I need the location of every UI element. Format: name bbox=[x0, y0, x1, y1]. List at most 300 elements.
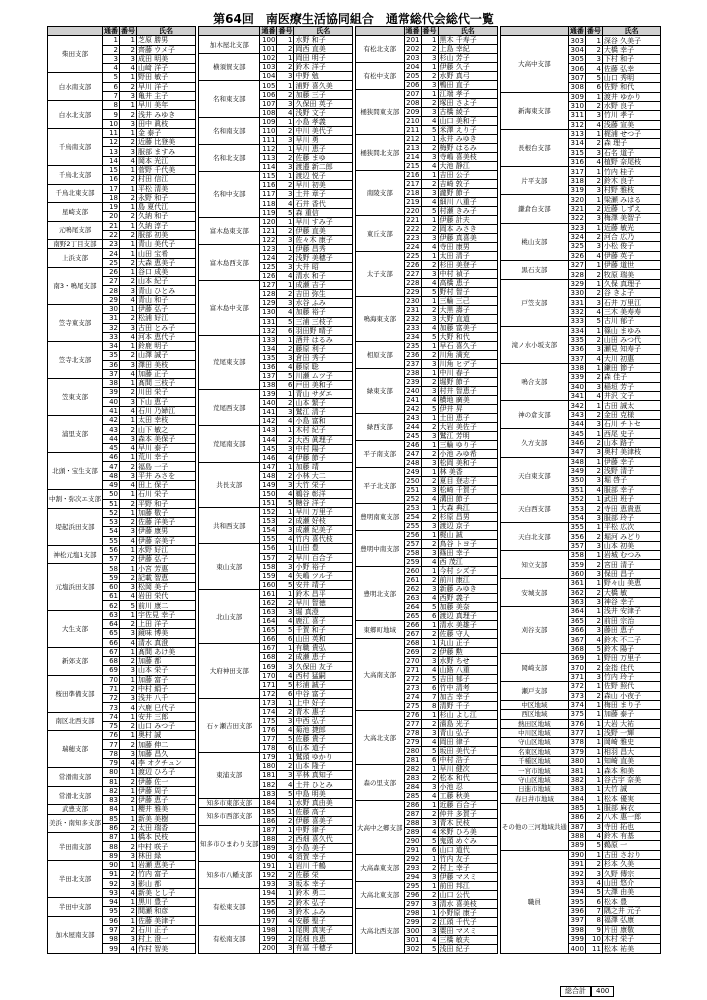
number-cell: 2 bbox=[277, 871, 294, 880]
table-row bbox=[500, 654, 660, 663]
serial-cell: 315 bbox=[568, 148, 585, 157]
number-cell: 1 bbox=[585, 803, 602, 812]
number-cell: 4 bbox=[585, 158, 602, 167]
table-row bbox=[356, 504, 498, 513]
table-row bbox=[356, 765, 498, 774]
serial-cell: 267 bbox=[404, 630, 421, 639]
number-cell: 4 bbox=[120, 443, 137, 452]
branch-cell: 元鳴尾支部 bbox=[48, 221, 103, 240]
number-cell: 3 bbox=[421, 387, 438, 396]
branch-cell: 共和西支部 bbox=[198, 508, 260, 544]
branch-cell: 東山支部 bbox=[198, 544, 260, 589]
name-cell: 武田 班子 bbox=[602, 494, 660, 503]
number-cell: 2 bbox=[277, 834, 294, 843]
name-cell: 久保 真理子 bbox=[602, 279, 660, 288]
number-cell: 3 bbox=[120, 471, 137, 480]
number-cell: 4 bbox=[120, 369, 137, 378]
serial-cell: 178 bbox=[260, 744, 277, 753]
table-row bbox=[48, 165, 196, 174]
number-cell: 1 bbox=[585, 700, 602, 709]
name-cell: 高橋 恵子 bbox=[438, 279, 497, 288]
number-cell: 2 bbox=[585, 813, 602, 822]
branch-cell: 南陵支部 bbox=[356, 171, 405, 216]
name-cell: 田上 保子 bbox=[137, 481, 196, 490]
serial-cell: 264 bbox=[404, 603, 421, 612]
table-row bbox=[198, 81, 352, 90]
number-cell: 1 bbox=[585, 401, 602, 410]
name-cell: 谷口 成美 bbox=[137, 267, 196, 276]
number-cell: 1 bbox=[277, 81, 294, 90]
branch-cell: 武豊支部 bbox=[48, 805, 103, 814]
serial-cell: 115 bbox=[260, 172, 277, 181]
branch-cell: 大生支部 bbox=[48, 610, 103, 647]
serial-cell: 379 bbox=[568, 747, 585, 756]
branch-cell: 上浜支部 bbox=[48, 249, 103, 268]
number-cell: 2 bbox=[277, 435, 294, 444]
name-cell: 坂田 美代子 bbox=[438, 747, 497, 756]
serial-cell: 334 bbox=[568, 326, 585, 335]
name-cell: 中島 明美 bbox=[294, 789, 353, 798]
serial-cell: 76 bbox=[103, 731, 120, 740]
serial-cell: 186 bbox=[260, 816, 277, 825]
number-cell: 2 bbox=[277, 253, 294, 262]
name-cell: 瀬見 知寿子 bbox=[602, 345, 660, 354]
number-cell: 2 bbox=[120, 175, 137, 184]
name-cell: 太田 瑞香 bbox=[137, 823, 196, 832]
number-cell: 3 bbox=[277, 99, 294, 108]
table-row bbox=[500, 457, 660, 466]
table-row bbox=[356, 882, 498, 891]
name-cell: 石川 栄子 bbox=[137, 490, 196, 499]
name-cell: 近藤 敏光 bbox=[602, 223, 660, 232]
serial-cell: 81 bbox=[103, 777, 120, 786]
serial-cell: 327 bbox=[568, 260, 585, 269]
name-cell: 大澤 由美 bbox=[602, 888, 660, 897]
number-cell: 1 bbox=[585, 607, 602, 616]
table-row bbox=[48, 712, 196, 721]
serial-cell: 219 bbox=[404, 198, 421, 207]
table-row bbox=[198, 217, 352, 226]
name-cell: 安藤 聖子 bbox=[294, 916, 353, 925]
number-cell: 8 bbox=[421, 702, 438, 711]
number-cell: 1 bbox=[421, 342, 438, 351]
serial-cell: 336 bbox=[568, 345, 585, 354]
name-cell: 伊藤 直美 bbox=[294, 226, 353, 235]
serial-cell: 398 bbox=[568, 925, 585, 934]
serial-cell: 217 bbox=[404, 180, 421, 189]
serial-cell: 168 bbox=[260, 653, 277, 662]
serial-cell: 286 bbox=[404, 801, 421, 810]
serial-cell: 125 bbox=[260, 263, 277, 272]
name-cell: 加藤 靖 bbox=[294, 462, 353, 471]
serial-cell: 239 bbox=[404, 378, 421, 387]
serial-cell: 1 bbox=[103, 36, 120, 45]
number-cell: 4 bbox=[421, 162, 438, 171]
branch-cell: 職員 bbox=[500, 850, 568, 953]
name-cell: 山本 繁子 bbox=[294, 399, 353, 408]
serial-cell: 90 bbox=[103, 860, 120, 869]
serial-cell: 270 bbox=[404, 657, 421, 666]
number-cell: 5 bbox=[421, 675, 438, 684]
serial-cell: 289 bbox=[404, 828, 421, 837]
branch-cell: 瑞穂支部 bbox=[48, 731, 103, 768]
table-row bbox=[48, 203, 196, 212]
serial-cell: 387 bbox=[568, 822, 585, 831]
name-cell: 古田 とみ子 bbox=[137, 323, 196, 332]
header-serial: 通番 bbox=[405, 27, 420, 35]
serial-cell: 64 bbox=[103, 620, 120, 629]
name-cell: 平松 広次 bbox=[602, 523, 660, 532]
table-row bbox=[48, 610, 196, 619]
number-cell: 3 bbox=[421, 189, 438, 198]
serial-cell: 43 bbox=[103, 425, 120, 434]
name-cell: 鷲江 清子 bbox=[294, 408, 353, 417]
table-row bbox=[48, 416, 196, 425]
number-cell: 2 bbox=[120, 620, 137, 629]
number-cell: 2 bbox=[277, 553, 294, 562]
serial-cell: 143 bbox=[260, 426, 277, 435]
number-cell: 2 bbox=[421, 477, 438, 486]
name-cell: 六鹿 巳代子 bbox=[137, 703, 196, 712]
branch-cell: 戸笠支部 bbox=[500, 279, 568, 326]
number-cell: 2 bbox=[277, 63, 294, 72]
branch-cell: 富木島中支部 bbox=[198, 281, 260, 335]
number-cell: 3 bbox=[120, 582, 137, 591]
table-row bbox=[356, 342, 498, 351]
name-cell: 荒川 幸子 bbox=[137, 453, 196, 462]
header-row bbox=[48, 27, 196, 36]
name-cell: 金田 克様 bbox=[602, 410, 660, 419]
serial-cell: 281 bbox=[404, 756, 421, 765]
serial-cell: 202 bbox=[404, 45, 421, 54]
serial-cell: 330 bbox=[568, 289, 585, 298]
serial-cell: 396 bbox=[568, 906, 585, 915]
name-cell: 竹中 清考 bbox=[438, 684, 497, 693]
table-row bbox=[356, 441, 498, 450]
serial-cell: 46 bbox=[103, 453, 120, 462]
serial-cell: 337 bbox=[568, 354, 585, 363]
number-cell: 2 bbox=[421, 648, 438, 657]
number-cell: 3 bbox=[421, 729, 438, 738]
number-cell: 4 bbox=[421, 495, 438, 504]
number-cell: 1 bbox=[585, 728, 602, 737]
number-cell: 7 bbox=[585, 906, 602, 915]
number-cell: 2 bbox=[120, 518, 137, 527]
serial-cell: 41 bbox=[103, 406, 120, 415]
number-cell: 4 bbox=[421, 666, 438, 675]
serial-cell: 37 bbox=[103, 369, 120, 378]
name-cell: 有職 貴弘 bbox=[294, 644, 353, 653]
number-cell: 1 bbox=[277, 281, 294, 290]
branch-cell: 平子北支部 bbox=[356, 468, 405, 504]
serial-cell: 242 bbox=[404, 405, 421, 414]
name-cell: 鈴木 昌平 bbox=[294, 589, 353, 598]
serial-cell: 252 bbox=[404, 495, 421, 504]
number-cell: 1 bbox=[277, 335, 294, 344]
branch-cell: 長根台支部 bbox=[500, 129, 568, 166]
name-cell: 大野 和代 bbox=[438, 333, 497, 342]
branch-cell: 天白北支部 bbox=[500, 523, 568, 551]
serial-cell: 310 bbox=[568, 101, 585, 110]
serial-cell: 266 bbox=[404, 621, 421, 630]
name-cell: 河合 広乃 bbox=[602, 232, 660, 241]
number-cell: 3 bbox=[585, 448, 602, 457]
number-cell: 3 bbox=[277, 526, 294, 535]
header-name: 氏名 bbox=[602, 27, 660, 36]
serial-cell: 381 bbox=[568, 766, 585, 775]
serial-cell: 277 bbox=[404, 720, 421, 729]
number-cell: 3 bbox=[277, 72, 294, 81]
serial-cell: 241 bbox=[404, 396, 421, 405]
serial-cell: 249 bbox=[404, 468, 421, 477]
name-cell: 牧原 瑞美 bbox=[602, 270, 660, 279]
number-cell: 5 bbox=[277, 208, 294, 217]
serial-cell: 329 bbox=[568, 279, 585, 288]
serial-cell: 188 bbox=[260, 834, 277, 843]
serial-cell: 134 bbox=[260, 344, 277, 353]
table-row bbox=[198, 644, 352, 653]
number-cell: 1 bbox=[421, 711, 438, 720]
number-cell: 1 bbox=[277, 390, 294, 399]
branch-cell: 滝ノ水小坂支部 bbox=[500, 326, 568, 363]
serial-cell: 394 bbox=[568, 888, 585, 897]
name-cell: 小島 孝義 bbox=[294, 117, 353, 126]
name-cell: 山口 みつ子 bbox=[137, 721, 196, 730]
serial-cell: 263 bbox=[404, 594, 421, 603]
serial-cell: 376 bbox=[568, 719, 585, 728]
number-cell: 3 bbox=[120, 54, 137, 63]
name-cell: 堀 真澄 bbox=[294, 608, 353, 617]
name-cell: 新美 美樹 bbox=[137, 814, 196, 823]
name-cell: 下山 恵子 bbox=[137, 397, 196, 406]
serial-cell: 331 bbox=[568, 298, 585, 307]
number-cell: 4 bbox=[421, 738, 438, 747]
name-cell: 鏡味 博美 bbox=[137, 629, 196, 638]
serial-cell: 174 bbox=[260, 707, 277, 716]
table-row bbox=[198, 807, 352, 816]
serial-cell: 293 bbox=[404, 864, 421, 873]
serial-cell: 389 bbox=[568, 841, 585, 850]
number-cell: 1 bbox=[277, 925, 294, 934]
number-cell: 1 bbox=[585, 654, 602, 663]
branch-cell: 笠寺北支部 bbox=[48, 342, 103, 379]
number-cell: 2 bbox=[585, 270, 602, 279]
serial-cell: 24 bbox=[103, 249, 120, 258]
number-cell: 4 bbox=[277, 199, 294, 208]
table-row bbox=[198, 172, 352, 181]
serial-cell: 328 bbox=[568, 270, 585, 279]
name-cell: 梅澤 美智子 bbox=[602, 214, 660, 223]
name-cell: 岡崎 雅史 bbox=[602, 738, 660, 747]
name-cell: 加藤 正子 bbox=[137, 369, 196, 378]
number-cell: 3 bbox=[120, 749, 137, 758]
serial-cell: 144 bbox=[260, 435, 277, 444]
name-cell: 井沢 文子 bbox=[602, 392, 660, 401]
branch-cell: 南区北西支部 bbox=[48, 712, 103, 731]
number-cell: 3 bbox=[421, 81, 438, 90]
name-cell: 羽田野 晴子 bbox=[294, 326, 353, 335]
number-cell: 1 bbox=[277, 698, 294, 707]
number-cell: 1 bbox=[120, 184, 137, 193]
name-cell: 工藤 秋美 bbox=[438, 792, 497, 801]
number-cell: 2 bbox=[120, 555, 137, 564]
name-cell: 服部 麻衣 bbox=[602, 803, 660, 812]
number-cell: 1 bbox=[585, 429, 602, 438]
serial-cell: 326 bbox=[568, 251, 585, 260]
table-row bbox=[198, 426, 352, 435]
name-cell: 溝田 節子 bbox=[438, 495, 497, 504]
name-cell: 鈴木 洋子 bbox=[294, 63, 353, 72]
table-row bbox=[500, 260, 660, 269]
number-cell: 2 bbox=[585, 859, 602, 868]
number-cell: 3 bbox=[585, 382, 602, 391]
branch-cell: 天白西支部 bbox=[500, 494, 568, 522]
name-cell: 山田 みつ代 bbox=[602, 335, 660, 344]
serial-cell: 74 bbox=[103, 712, 120, 721]
name-cell: 西 茂江 bbox=[438, 558, 497, 567]
branch-cell: 新海東支部 bbox=[500, 92, 568, 129]
serial-cell: 291 bbox=[404, 846, 421, 855]
serial-cell: 68 bbox=[103, 657, 120, 666]
branch-cell: 北頭・宝生支部 bbox=[48, 453, 103, 490]
number-cell: 3 bbox=[421, 108, 438, 117]
name-cell: 櫻井 雅美 bbox=[137, 805, 196, 814]
branch-cell: 名和南支部 bbox=[198, 117, 260, 144]
serial-cell: 153 bbox=[260, 517, 277, 526]
name-cell: 杉本 久美 bbox=[602, 859, 660, 868]
number-cell: 4 bbox=[277, 671, 294, 680]
name-cell: 有冨 千穂子 bbox=[294, 943, 353, 953]
serial-cell: 123 bbox=[260, 244, 277, 253]
number-cell: 1 bbox=[585, 766, 602, 775]
name-cell: 寺嶋 喜美枝 bbox=[438, 153, 497, 162]
name-cell: 中谷 富子 bbox=[294, 689, 353, 698]
serial-cell: 160 bbox=[260, 580, 277, 589]
name-cell: 竹川 孝子 bbox=[602, 111, 660, 120]
number-cell: 7 bbox=[421, 693, 438, 702]
name-cell: 神谷 幸子 bbox=[602, 597, 660, 606]
serial-cell: 190 bbox=[260, 853, 277, 862]
serial-cell: 164 bbox=[260, 617, 277, 626]
serial-cell: 45 bbox=[103, 443, 120, 452]
number-cell: 6 bbox=[277, 744, 294, 753]
table-row bbox=[356, 297, 498, 306]
number-cell: 1 bbox=[120, 833, 137, 842]
serial-cell: 96 bbox=[103, 916, 120, 925]
serial-cell: 39 bbox=[103, 388, 120, 397]
name-cell: 林田 緑 bbox=[137, 851, 196, 860]
number-cell: 1 bbox=[585, 195, 602, 204]
number-cell: 2 bbox=[120, 796, 137, 805]
name-cell: 藤原 聡 bbox=[294, 362, 353, 371]
serial-cell: 14 bbox=[103, 156, 120, 165]
serial-cell: 55 bbox=[103, 536, 120, 545]
number-cell: 6 bbox=[421, 684, 438, 693]
serial-cell: 257 bbox=[404, 540, 421, 549]
name-cell: 澤田 美枝 bbox=[137, 360, 196, 369]
number-cell: 1 bbox=[421, 882, 438, 891]
branch-cell: 中川区地域 bbox=[500, 728, 568, 737]
number-cell: 1 bbox=[120, 267, 137, 276]
number-cell: 4 bbox=[277, 362, 294, 371]
serial-cell: 255 bbox=[404, 522, 421, 531]
name-cell: 影山 都 bbox=[137, 879, 196, 888]
number-cell: 3 bbox=[277, 190, 294, 199]
name-cell: 早川 健次 bbox=[438, 765, 497, 774]
number-cell: 4 bbox=[120, 758, 137, 767]
table-row bbox=[356, 711, 498, 720]
serial-cell: 360 bbox=[568, 569, 585, 578]
table-row bbox=[500, 700, 660, 709]
table-row bbox=[198, 462, 352, 471]
name-cell: 濱島 光子 bbox=[438, 720, 497, 729]
number-cell: 6 bbox=[421, 756, 438, 765]
table-row bbox=[198, 54, 352, 63]
branch-cell: 桶狭間東支部 bbox=[356, 90, 405, 135]
number-cell: 1 bbox=[120, 101, 137, 110]
serial-cell: 250 bbox=[404, 477, 421, 486]
name-cell: 村井 智恵子 bbox=[438, 387, 497, 396]
number-cell: 1 bbox=[120, 610, 137, 619]
name-cell: 李 オクチュン bbox=[137, 758, 196, 767]
number-cell: 1 bbox=[585, 775, 602, 784]
number-cell: 1 bbox=[421, 909, 438, 918]
serial-cell: 232 bbox=[404, 315, 421, 324]
name-cell: 堀野 節子 bbox=[438, 378, 497, 387]
serial-cell: 142 bbox=[260, 417, 277, 426]
number-cell: 5 bbox=[421, 603, 438, 612]
table-row bbox=[198, 281, 352, 290]
name-cell: 加藤 美奈 bbox=[438, 603, 497, 612]
number-cell: 1 bbox=[585, 785, 602, 794]
serial-cell: 218 bbox=[404, 189, 421, 198]
serial-cell: 85 bbox=[103, 814, 120, 823]
name-cell: 渡辺 京子 bbox=[438, 522, 497, 531]
number-cell: 3 bbox=[421, 522, 438, 531]
table-row bbox=[198, 925, 352, 934]
total-value: 400 bbox=[591, 986, 614, 997]
serial-cell: 372 bbox=[568, 682, 585, 691]
branch-cell: 半田北支部 bbox=[48, 860, 103, 897]
number-cell: 3 bbox=[421, 432, 438, 441]
table-row bbox=[356, 639, 498, 648]
name-cell: 新藤 みゆき bbox=[438, 585, 497, 594]
serial-cell: 346 bbox=[568, 438, 585, 447]
number-cell: 2 bbox=[120, 740, 137, 749]
serial-cell: 368 bbox=[568, 644, 585, 653]
serial-cell: 91 bbox=[103, 870, 120, 879]
name-cell: 竹内 桂子 bbox=[602, 167, 660, 176]
name-cell: 記載 智恵 bbox=[137, 573, 196, 582]
table-row bbox=[356, 567, 498, 576]
name-cell: 山澤 誠子 bbox=[137, 351, 196, 360]
branch-cell: 大高中之郷支部 bbox=[356, 801, 405, 855]
name-cell: 黒川 豊子 bbox=[137, 897, 196, 906]
number-cell: 4 bbox=[421, 594, 438, 603]
number-cell: 1 bbox=[277, 217, 294, 226]
name-cell: 杉田 美登子 bbox=[438, 261, 497, 270]
serial-cell: 113 bbox=[260, 154, 277, 163]
name-cell: 吉崎 敦子 bbox=[438, 180, 497, 189]
name-cell: 大橋 幸子 bbox=[602, 45, 660, 54]
name-cell: 丸山 正子 bbox=[438, 639, 497, 648]
name-cell: 山口 公代 bbox=[438, 891, 497, 900]
name-cell: 新美 とし子 bbox=[137, 888, 196, 897]
name-cell: 青山 美代子 bbox=[137, 240, 196, 249]
serial-cell: 181 bbox=[260, 771, 277, 780]
name-cell: 加藤 富子 bbox=[137, 675, 196, 684]
serial-cell: 23 bbox=[103, 240, 120, 249]
